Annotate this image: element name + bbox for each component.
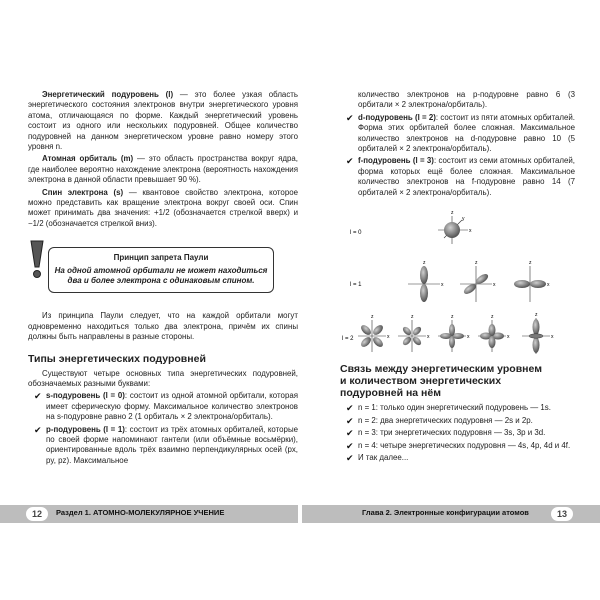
left-page [28,90,298,468]
exclamation-icon [28,239,46,279]
page-number-left: 12 [26,507,48,521]
pauli-line-2: два и более электрона с одинаковым спином. [67,275,255,285]
list-item-s: ✔ s-подуровень (l = 0): состоит из одной атомной орбитали, которая имеет сферическую форму. Максимальное количество электронов на s-подуровне равно 2 (1 орбиталь × 2 электрона/орбиталь). [34,391,298,422]
p-orbitals [408,260,550,302]
paragraph-types-intro: Существуют четыре основных типа энергетических подуровней, обозначаемых разными буквами: [28,368,298,388]
check-icon: ✔ [346,453,354,464]
pauli-title: Принцип запрета Паули [113,253,209,263]
check-icon: ✔ [34,424,42,435]
check-icon: ✔ [346,112,354,123]
svg-text:x: x [467,334,470,341]
label-l0: l = 0 [350,230,362,237]
list-item-n3: ✔ n = 3: три энергетических подуровня — 3s, 3p и 3d. [346,428,546,439]
svg-text:y: y [462,216,465,223]
check-icon: ✔ [346,428,354,439]
footer-section-title: Раздел 1. АТОМНО-МОЛЕКУЛЯРНОЕ УЧЕНИЕ [56,508,225,517]
right-page [340,90,575,466]
list-item-etc: ✔ И так далее... [346,453,409,464]
d-orbitals [358,312,554,354]
check-icon: ✔ [346,156,354,167]
paragraph-orbital: Атомная орбиталь (m) — это область пространства вокруг ядра, где наиболее вероятно нахождение электрона (вероятность нахождения электрона в данной области превышает 90 %). [28,154,298,185]
svg-text:x: x [441,282,444,289]
svg-text:z: z [475,260,478,267]
check-icon: ✔ [346,415,354,426]
list-item-d: ✔ d-подуровень (l = 2): состоит из пяти атомных орбиталей. Форма этих орбиталей более сложная. Максимальное количество электронов на d-подуровне равно 10 (5 орбиталей × 2 электрона/орбиталь). [346,112,576,154]
check-icon: ✔ [34,391,42,402]
pauli-line-1: На одной атомной орбитали не может находиться [54,265,268,275]
svg-text:x: x [551,334,554,341]
list-item-f: ✔ f-подуровень (l = 3): состоит из семи атомных орбиталей, форма которых ещё более сложная. Максимальное количество электронов на f-подуровне равно 14 (7 орбиталей × 2 электрона/орбиталь). [346,156,575,197]
svg-text:x: x [493,282,496,289]
svg-text:z: z [423,260,426,267]
check-icon: ✔ [346,440,354,451]
svg-text:z: z [451,210,454,217]
paragraph-p-continued: количество электронов на p-подуровне равно 6 (3 орбитали × 2 электрона/орбиталь). [358,90,575,110]
svg-text:x: x [547,282,550,289]
svg-text:z: z [529,260,532,267]
svg-text:z: z [491,314,494,321]
paragraph-spin: Спин электрона (s) — квантовое свойство электрона, которое можно представить как вращение электрона вокруг своей оси. Спин может принимать два значения: +1/2 (обозначается стрелкой вверх) и −1/2 (обозначается стрелкой вниз). [28,187,298,228]
list-item-n2: ✔ n = 2: два энергетических подуровня — 2s и 2p. [346,415,533,426]
section-title-sublevel-types: Типы энергетических подуровней [28,352,206,365]
check-icon: ✔ [346,403,354,414]
svg-text:z: z [451,314,454,321]
svg-text:x: x [427,334,430,341]
svg-text:z: z [371,314,374,321]
label-l1: l = 1 [350,282,362,289]
s-orbital [438,210,472,244]
paragraph-sublevel: Энергетический подуровень (l) — это более узкая область энергетического состояния электронов внутри энергетического уровня атома, отличающаяся по форме. Каждый энергетический уровень состоит из одного или нескольких подуровней. Общее количество подуровней на данном энергетическом уровне равно номеру этого уровня n. [28,90,298,152]
svg-text:x: x [387,334,390,341]
svg-text:z: z [411,314,414,321]
paragraph-pauli-consequence: Из принципа Паули следует, что на каждой орбитали могут одновременно находиться только два электрона, причём их спины должны быть направлены в разные стороны. [28,311,298,342]
label-l2: l = 2 [342,336,354,343]
list-item-n1: ✔ n = 1: только один энергетический подуровень — 1s. [346,403,551,414]
page-footer [0,505,600,523]
orbital-shapes-figure [340,206,575,356]
svg-text:z: z [535,312,538,319]
footer-chapter-title: Глава 2. Электронные конфигурации атомов [362,508,529,517]
svg-text:x: x [507,334,510,341]
svg-text:x: x [469,228,472,235]
section-title-levels: Связь между энергетическим уровнем и количеством энергетических подуровней на нём [340,363,542,400]
pauli-box [48,247,274,293]
list-item-p: ✔ p-подуровень (l = 1): состоит из трёх атомных орбиталей, которые по своей форме напоминают гантели (или объёмные восьмёрки), ориентированные вдоль трёх взаимно перпендикулярных осей (px, py, pz). Максимальное [34,424,299,465]
list-item-n4: ✔ n = 4: четыре энергетических подуровня — 4s, 4p, 4d и 4f. [346,440,571,451]
pauli-principle-callout [28,239,298,299]
page-number-right: 13 [551,507,573,521]
